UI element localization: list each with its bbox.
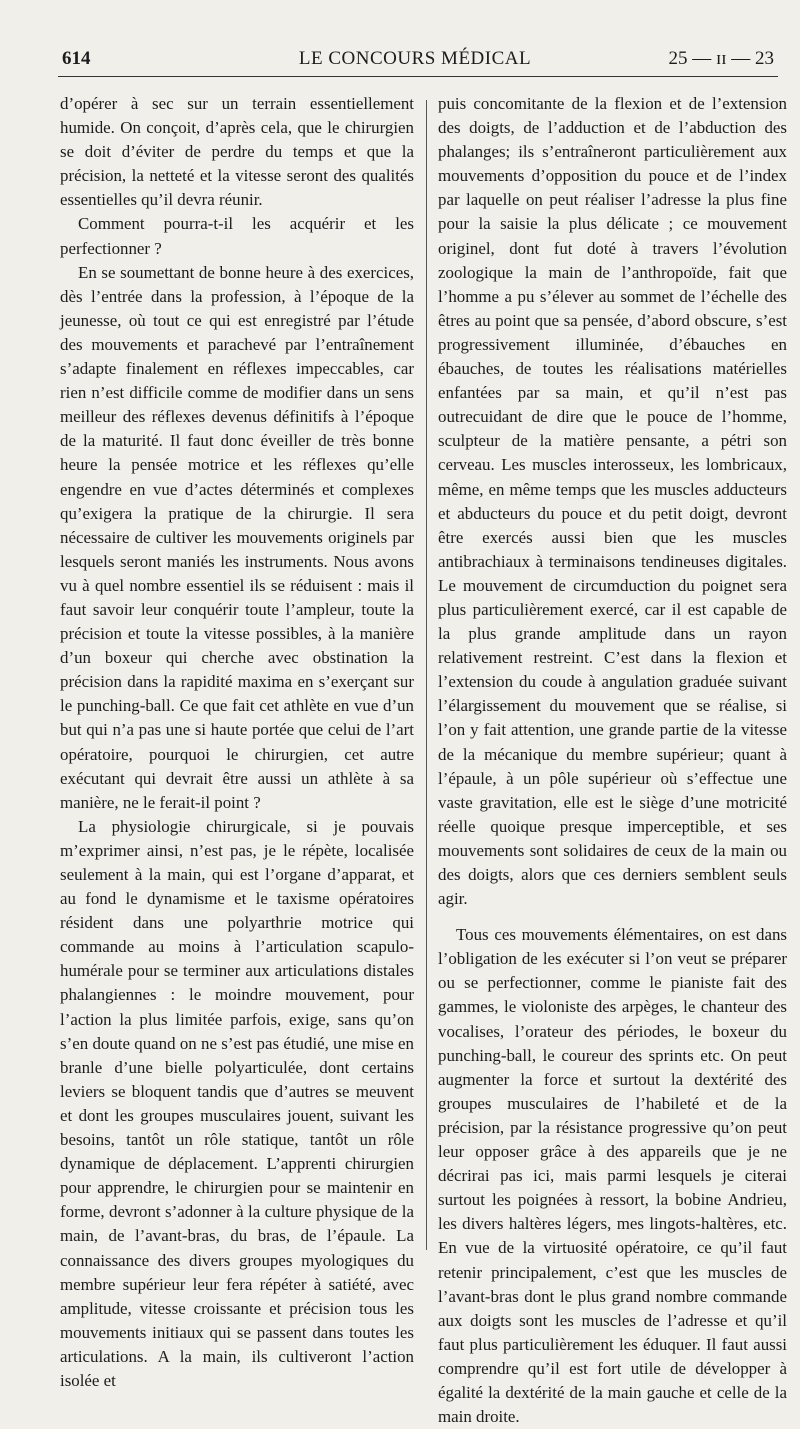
column-divider — [426, 100, 427, 1250]
header-rule — [58, 76, 778, 77]
right-column — [438, 92, 787, 1429]
paragraph: Comment pourra-t-il les acquérir et les perfectionner ? — [60, 214, 414, 258]
paragraph: La physiologie chirurgicale, si je pouvais m’exprimer ainsi, n’est pas, je le répète, localisée seulement à la main, qui est l’organe d’apparat, et au fond le dynamisme et le taxisme opératoires résident dans une polyarthrie motrice qui commande au moins à l’articulation scapulo-humérale pour se terminer aux articulations distales phalangiennes : le moindre mouvement, pour l’action la plus limitée parfois, exige, sans qu’on s’en doute quand on ne s’est pas étudié, une mise en branle d’une bielle polyarticulée, dont certains leviers se bloquent tandis que d’autres se meuvent et dont les groupes musculaires jouent, suivant les besoins, tantôt un rôle statique, tantôt un rôle dynamique de déplacement. L’apprenti chirurgien pour apprendre, le chirurgien pour se maintenir en forme, devront s’adonner à la culture physique de la main, de l’avant-bras, du bras, de l’épaule. La connaissance des divers groupes myologiques du membre supérieur leur fera répéter à satiété, avec amplitude, vitesse croissante et précision tous les mouvements initiaux qui se passent dans toutes les articulations. A la main, ils cultiveront l’action isolée et — [60, 816, 414, 1390]
paragraph: En se soumettant de bonne heure à des exercices, dès l’entrée dans la profession, à l’époque de la jeunesse, où tout ce qui est enregistré par l’étude des mouvements et parachevé par l’entraînement s’adapte finalement en réflexes impeccables, car rien n’est difficile comme de modifier dans un sens meilleur des réflexes devenus définitifs à l’époque de la maturité. Il faut donc éveiller de très bonne heure la pensée motrice et les réflexes qu’elle engendre en vue d’actes déterminés et complexes qu’exigera la pratique de la chirurgie. Il sera nécessaire de cultiver les mouvements originels par lesquels seront maniés les instruments. Nous avons vu à quel nombre essentiel ils se réduisent : mais il faut savoir leur conquérir toute l’ampleur, toute la précision et toute la vitesse possibles, à la manière d’un boxeur qui cherche avec obstination la précision dans la rapidité maxima en s’exerçant sur le punching-ball. Ce que fait cet athlète en vue d’un but qui n’a pas une si haute portée que celui de l’art opératoire, pourquoi le chirurgien, cet autre exécutant qui devrait être aussi un athlète à sa manière, ne le ferait-il point ? — [60, 262, 414, 812]
paragraph: d’opérer à sec sur un terrain essentiellement humide. On conçoit, d’après cela, que le chirurgien se doit d’éviter de perdre du temps et que la précision, la netteté et la vitesse seront des qualités essentielles qu’il devra réunir. — [60, 94, 414, 210]
paragraph: puis concomitante de la flexion et de l’extension des doigts, de l’adduction et de l’abduction des phalanges; ils s’entraîneront particulièrement aux mouvements d’opposition du pouce et de l’index par laquelle on peut réaliser l’adresse la plus fine pour la saisie la plus délicate ; ce mouvement originel, dont fut doté à travers l’évolution zoologique la main de l’anthropoïde, fait que l’homme a pu s’élever au sommet de l’échelle des êtres au point que sa pensée, d’abord obscure, s’est progressivement illuminée, d’ébauches en ébauches, de toutes les réalisations matérielles enfantées par sa main, et qu’il n’est pas outrecuidant de dire que le pouce de l’homme, sculpteur de la matière pensante, a pétri son cerveau. Les muscles interosseux, les lombricaux, même, en même temps que les muscles adducteurs et abducteurs du pouce et du petit doigt, devront être exercés aussi bien que les muscles antibrachiaux à terminaisons tendineuses digitales. Le mouvement de circumduction du poignet sera plus particulièrement exercé, car il est capable de la plus grande amplitude dans un rayon relativement restreint. C’est dans la flexion et l’extension du coude à angulation graduée suivant l’élargissement du mouvement que se réalise, si l’on y fait attention, une grande partie de la vitesse de la mécanique du membre supérieur; quant à l’épaule, à un pôle supérieur où s’effectue une vaste gravitation, elle est le siège d’une motricité réelle quoique presque imperceptible, et ses mouvements sont solidaires de ceux de la main ou des doigts, alors que ces derniers semblent seuls agir. — [438, 94, 787, 909]
running-header — [52, 44, 778, 72]
issue-date: 25 — ɪɪ — 23 — [668, 48, 774, 69]
paragraph: Tous ces mouvements élémentaires, on est dans l’obligation de les exécuter si l’on veut se préparer ou se perfectionner, comme le pianiste fait des gammes, le violoniste des arpèges, le chanteur des vocalises, l’orateur des périodes, le boxeur du punching-ball, le coureur des sprints etc. On peut augmenter la force et surtout la dextérité des groupes musculaires de l’habileté et de la précision, par la résistance progressive qu’on peut leur opposer grâce à des appareils que je ne décrirai pas ici, mais parmi lesquels je citerai surtout les poignées à ressort, la bobine Andrieu, les divers haltères légers, mes lingots-haltères, etc. En vue de la virtuosité opératoire, ce qu’il faut retenir principalement, c’est que les muscles de l’avant-bras dont le plus grand nombre commande aux doigts sont les muscles de l’adresse et qu’il faut plus particulièrement les éduquer. Il faut aussi comprendre qu’il est fort utile de développer à égalité la dextérité de la main gauche et celle de la main droite. — [438, 925, 787, 1427]
page-number: 614 — [62, 48, 91, 69]
left-column — [60, 92, 414, 1393]
journal-title: LE CONCOURS MÉDICAL — [298, 48, 532, 69]
